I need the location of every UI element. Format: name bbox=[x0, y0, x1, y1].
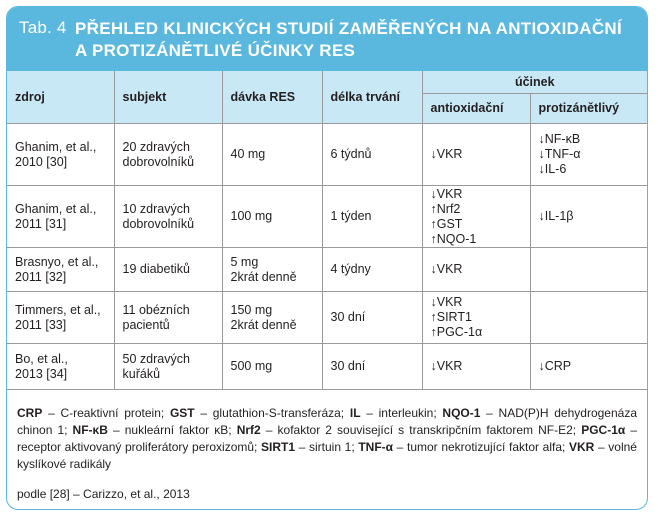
cell-antioxidacni bbox=[422, 292, 530, 344]
cell-text: 50 zdravých bbox=[122, 351, 190, 366]
header-antioxidacni: antioxidační bbox=[422, 94, 530, 124]
cell-text: 2krát denně bbox=[230, 269, 297, 284]
cell-subjekt bbox=[114, 292, 222, 344]
cell-antioxidacni bbox=[422, 344, 530, 390]
cell-text: ↓VKR bbox=[430, 186, 463, 201]
cell-text: ↓NF-κB bbox=[538, 132, 581, 146]
cell-protizanetlivy bbox=[530, 344, 647, 390]
header-subjekt: subjekt bbox=[114, 71, 222, 124]
cell-protizanetlivy bbox=[530, 292, 647, 344]
abbreviation: GST bbox=[169, 406, 195, 420]
abbreviation: NF-κB bbox=[72, 423, 108, 437]
cell-text: Ghanim, et al., bbox=[15, 201, 97, 216]
abbreviation: TNF-α bbox=[358, 440, 394, 454]
cell-text: ↓IL-1β bbox=[538, 209, 574, 223]
studies-table bbox=[7, 71, 647, 390]
cell-zdroj bbox=[7, 248, 114, 292]
cell-text: ↓CRP bbox=[538, 359, 572, 373]
cell-text: 5 mg bbox=[230, 254, 259, 269]
table-row bbox=[7, 292, 647, 344]
abbreviation-definition: – C-reaktivní protein; bbox=[42, 406, 170, 420]
cell-text: 10 zdravých bbox=[122, 201, 190, 216]
abbreviation-definition: – interleukin; bbox=[360, 406, 443, 420]
cell-text: ↑SIRT1 bbox=[430, 310, 472, 324]
cell-protizanetlivy bbox=[530, 248, 647, 292]
table-row bbox=[7, 186, 647, 248]
cell-protizanetlivy bbox=[530, 124, 647, 186]
cell-text: 500 mg bbox=[230, 359, 273, 373]
abbreviation: CRP bbox=[17, 406, 43, 420]
cell-subjekt bbox=[114, 124, 222, 186]
cell-text: kuřáků bbox=[122, 366, 161, 381]
cell-text: ↑GST bbox=[430, 216, 463, 231]
cell-text: ↓VKR bbox=[430, 147, 463, 161]
cell-davka bbox=[222, 248, 322, 292]
header-zdroj: zdroj bbox=[7, 71, 114, 124]
cell-text: 2krát denně bbox=[230, 317, 297, 332]
cell-text: ↓VKR bbox=[430, 359, 463, 373]
cell-davka bbox=[222, 292, 322, 344]
cell-zdroj bbox=[7, 186, 114, 248]
cell-text: 2011 [33] bbox=[15, 317, 67, 332]
cell-text: 40 mg bbox=[230, 147, 266, 161]
table-title bbox=[75, 18, 635, 62]
cell-text: 19 diabetiků bbox=[122, 262, 190, 276]
cell-zdroj bbox=[7, 344, 114, 390]
abbreviation-definition: – volné kyslíkové radikály bbox=[17, 440, 637, 471]
abbreviation: SIRT1 bbox=[261, 440, 296, 454]
cell-text: 2010 [30] bbox=[15, 154, 68, 169]
cell-text: ↑PGC-1α bbox=[430, 325, 483, 339]
abbreviation-definition: – tumor nekrotizující faktor alfa; bbox=[393, 440, 569, 454]
cell-subjekt bbox=[114, 248, 222, 292]
cell-zdroj bbox=[7, 124, 114, 186]
table-frame bbox=[6, 6, 648, 510]
cell-text: ↓VKR bbox=[430, 262, 463, 276]
cell-delka bbox=[322, 344, 422, 390]
abbreviation: IL bbox=[349, 406, 361, 420]
cell-davka bbox=[222, 344, 322, 390]
abbreviation-definition: – receptor aktivovaný proliferátory peroxizomů; bbox=[17, 423, 638, 454]
table-row bbox=[7, 248, 647, 292]
table-body bbox=[7, 124, 647, 390]
cell-text: 6 týdnů bbox=[330, 147, 372, 161]
cell-text: 2011 [32] bbox=[15, 269, 67, 284]
cell-text: 2013 [34] bbox=[15, 366, 68, 381]
cell-text: ↓IL-6 bbox=[538, 162, 567, 176]
cell-delka bbox=[322, 124, 422, 186]
cell-text: 30 dní bbox=[330, 310, 366, 324]
abbreviation: PGC-1α bbox=[581, 423, 626, 437]
cell-text: Bo, et al., bbox=[15, 351, 68, 366]
header-ucinek: účinek bbox=[422, 71, 647, 94]
abbreviation-definition: – glutathion-S-transferáza; bbox=[194, 406, 350, 420]
cell-antioxidacni bbox=[422, 248, 530, 292]
table-number: Tab. 4 bbox=[19, 18, 67, 37]
cell-text: ↑Nrf2 bbox=[430, 201, 461, 216]
header-davka: dávka RES bbox=[222, 71, 322, 124]
cell-subjekt bbox=[114, 186, 222, 248]
abbreviation: VKR bbox=[568, 440, 595, 454]
header-protizanetlivy: protizánětlivý bbox=[530, 94, 647, 124]
cell-text: Brasnyo, et al., bbox=[15, 254, 99, 269]
cell-text: pacientů bbox=[122, 317, 170, 332]
cell-text: 2011 [31] bbox=[15, 216, 67, 231]
cell-text: 150 mg bbox=[230, 302, 273, 317]
abbreviation-definition: – nukleární faktor κB; bbox=[107, 423, 237, 437]
table-row bbox=[7, 124, 647, 186]
cell-text: ↓TNF-α bbox=[538, 147, 581, 161]
abbreviations-footnote bbox=[17, 405, 637, 473]
abbreviation-definition: – NAD(P)H dehydrogenáza chinon 1; bbox=[17, 406, 637, 437]
abbreviation-definition: – sirtuin 1; bbox=[295, 440, 359, 454]
cell-delka bbox=[322, 292, 422, 344]
table-title-line: PŘEHLED KLINICKÝCH STUDIÍ ZAMĚŘENÝCH NA ANTIOXIDAČNÍ bbox=[75, 19, 623, 38]
table-title-bar bbox=[7, 7, 647, 71]
source-note: podle [28] – Carizzo, et al., 2013 bbox=[17, 487, 190, 501]
cell-text: 100 mg bbox=[230, 209, 273, 223]
cell-text: 11 obézních bbox=[122, 302, 190, 317]
cell-text: 20 zdravých bbox=[122, 139, 190, 154]
abbreviation-definition: – kofaktor 2 související s transkripčním faktorem NF-E2; bbox=[260, 423, 582, 437]
header-delka: délka trvání bbox=[322, 71, 422, 124]
table-title-line: A PROTIZÁNĚTLIVÉ ÚČINKY RES bbox=[75, 41, 356, 60]
cell-text: dobrovolníků bbox=[122, 216, 195, 231]
cell-delka bbox=[322, 186, 422, 248]
cell-text: Ghanim, et al., bbox=[15, 139, 97, 154]
cell-text: Timmers, et al., bbox=[15, 302, 101, 317]
cell-subjekt bbox=[114, 344, 222, 390]
cell-text: ↓VKR bbox=[430, 295, 463, 309]
cell-davka bbox=[222, 186, 322, 248]
cell-davka bbox=[222, 124, 322, 186]
cell-text: 30 dní bbox=[330, 359, 366, 373]
cell-text: ↑NQO-1 bbox=[430, 231, 477, 246]
table-row bbox=[7, 344, 647, 390]
cell-zdroj bbox=[7, 292, 114, 344]
abbreviation: NQO-1 bbox=[442, 406, 481, 420]
cell-text: 1 týden bbox=[330, 209, 372, 223]
cell-text: dobrovolníků bbox=[122, 154, 195, 169]
cell-delka bbox=[322, 248, 422, 292]
cell-antioxidacni bbox=[422, 124, 530, 186]
cell-antioxidacni bbox=[422, 186, 530, 248]
abbreviation: Nrf2 bbox=[236, 423, 261, 437]
cell-protizanetlivy bbox=[530, 186, 647, 248]
cell-text: 4 týdny bbox=[330, 262, 371, 276]
